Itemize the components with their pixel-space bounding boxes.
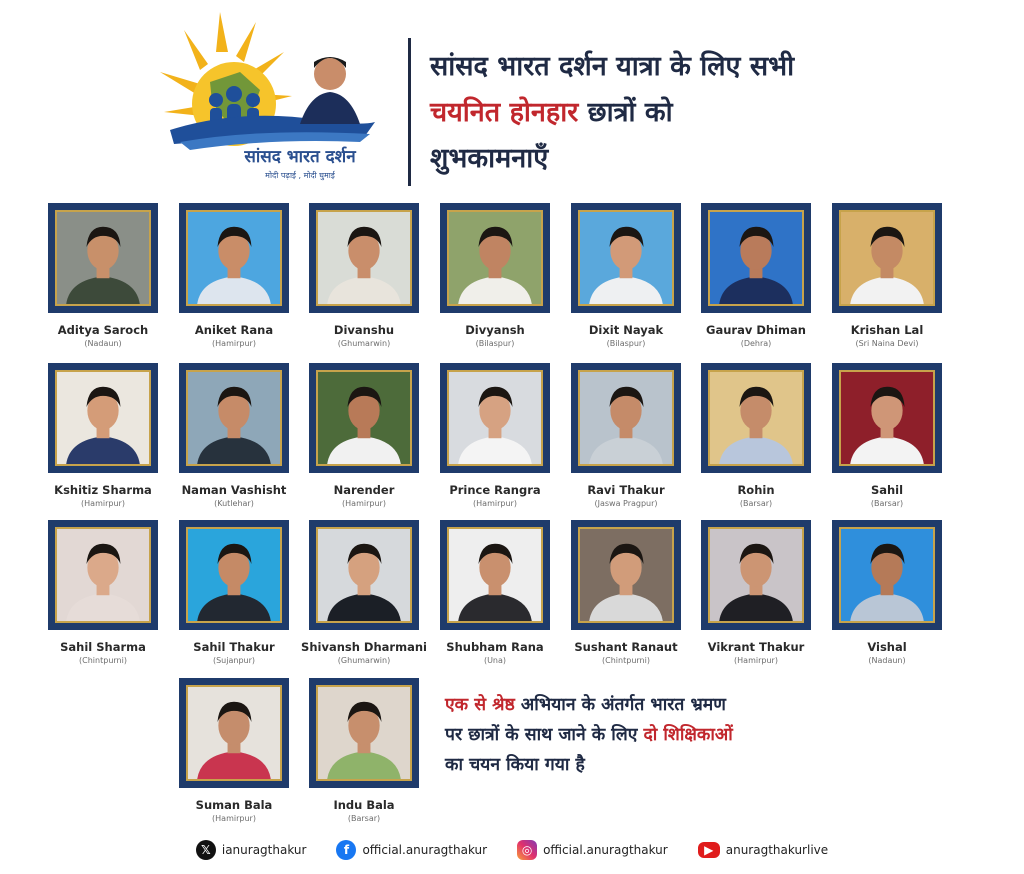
person-portrait-icon — [449, 529, 541, 621]
photo-frame — [179, 203, 289, 313]
person-place: (Ghumarwin) — [337, 339, 391, 348]
person-portrait-icon — [449, 372, 541, 464]
person-card — [822, 363, 952, 508]
person-portrait-icon — [57, 372, 149, 464]
photo-frame — [309, 678, 419, 788]
photo — [708, 210, 804, 306]
photo-frame — [440, 520, 550, 630]
photo-frame — [832, 363, 942, 473]
person-card — [561, 520, 691, 665]
photo — [839, 370, 935, 466]
person-place: (Nadaun) — [84, 339, 122, 348]
person-card — [299, 520, 429, 665]
person-place: (Chintpurni) — [602, 656, 650, 665]
person-place: (Hamirpur) — [212, 339, 256, 348]
photo-frame — [832, 520, 942, 630]
headline-line-3: शुभकामनाएँ — [430, 143, 549, 174]
person-portrait-icon — [318, 372, 410, 464]
social-handle: official.anuragthakur — [362, 843, 488, 857]
person-place: (Bilaspur) — [606, 339, 646, 348]
person-name: Naman Vashisht — [181, 483, 287, 497]
person-portrait-icon — [188, 372, 280, 464]
headline — [430, 44, 950, 182]
person-card — [430, 520, 560, 665]
headline-line-2-rest: छात्रों को — [578, 97, 673, 128]
photo-frame — [701, 520, 811, 630]
person-name: Divyansh — [465, 323, 525, 337]
photo-frame — [440, 203, 550, 313]
note-line-1 — [445, 690, 865, 720]
photo — [186, 210, 282, 306]
photo-frame — [701, 203, 811, 313]
social-handle: ianuragthakur — [221, 843, 307, 857]
person-name: Aditya Saroch — [57, 323, 149, 337]
person-portrait-icon — [841, 212, 933, 304]
person-card — [169, 363, 299, 508]
person-place: (Jaswa Pragpur) — [594, 499, 658, 508]
person-place: (Sujanpur) — [212, 656, 256, 665]
social-links — [0, 840, 1024, 860]
photo — [186, 527, 282, 623]
person-place: (Bilaspur) — [475, 339, 515, 348]
photo — [55, 370, 151, 466]
person-portrait-icon — [580, 212, 672, 304]
logo-title: सांसद भारत दर्शन — [244, 147, 356, 167]
note-highlight-1: एक से श्रेष्ठ — [445, 695, 515, 715]
person-name: Kshitiz Sharma — [54, 483, 152, 497]
person-card — [691, 203, 821, 348]
person-name: Shubham Rana — [446, 640, 544, 654]
x-icon: 𝕏 — [196, 840, 216, 860]
social-link[interactable] — [698, 842, 828, 858]
headline-line-2 — [430, 90, 950, 136]
photo-frame — [571, 203, 681, 313]
person-name: Sahil — [870, 483, 904, 497]
person-name: Aniket Rana — [194, 323, 274, 337]
photo-frame — [48, 363, 158, 473]
headline-highlight: चयनित होनहार — [430, 97, 579, 128]
person-card — [38, 520, 168, 665]
person-place: (Sri Naina Devi) — [855, 339, 919, 348]
person-portrait-icon — [318, 687, 410, 779]
note-line-3: का चयन किया गया है — [445, 755, 585, 775]
person-portrait-icon — [580, 372, 672, 464]
person-portrait-icon — [188, 212, 280, 304]
person-place: (Nadaun) — [868, 656, 906, 665]
person-portrait-icon — [318, 529, 410, 621]
photo-frame — [701, 363, 811, 473]
social-link[interactable] — [517, 840, 668, 860]
person-portrait-icon — [57, 212, 149, 304]
photo — [316, 370, 412, 466]
person-name: Shivansh Dharmani — [301, 640, 427, 654]
photo — [578, 210, 674, 306]
person-portrait-icon — [710, 212, 802, 304]
photo — [316, 527, 412, 623]
person-portrait-icon — [580, 529, 672, 621]
photo-frame — [571, 520, 681, 630]
note-line-2-rest: पर छात्रों के साथ जाने के लिए — [445, 725, 644, 745]
person-place: (Hamirpur) — [734, 656, 778, 665]
person-name: Indu Bala — [333, 798, 395, 812]
person-place: (Barsar) — [347, 814, 381, 823]
person-place: (Una) — [483, 656, 507, 665]
person-name: Gaurav Dhiman — [706, 323, 806, 337]
photo — [316, 685, 412, 781]
headline-line-1: सांसद भारत दर्शन यात्रा के लिए सभी — [430, 51, 795, 82]
person-name: Sahil Sharma — [60, 640, 146, 654]
person-name: Vikrant Thakur — [707, 640, 805, 654]
person-portrait-icon — [449, 212, 541, 304]
yatra-logo — [160, 12, 390, 190]
photo-frame — [309, 363, 419, 473]
person-place: (Hamirpur) — [212, 814, 256, 823]
person-portrait-icon — [710, 372, 802, 464]
person-name: Suman Bala — [195, 798, 273, 812]
person-name: Divanshu — [333, 323, 395, 337]
person-place: (Hamirpur) — [473, 499, 517, 508]
person-place: (Dehra) — [740, 339, 772, 348]
photo — [578, 527, 674, 623]
person-card — [299, 203, 429, 348]
photo — [447, 527, 543, 623]
person-portrait-icon — [57, 529, 149, 621]
person-card — [430, 203, 560, 348]
person-place: (Chintpurni) — [79, 656, 127, 665]
teachers-note — [445, 690, 865, 780]
person-card — [430, 363, 560, 508]
photo — [447, 210, 543, 306]
person-portrait-icon — [318, 212, 410, 304]
person-card — [38, 203, 168, 348]
person-card — [561, 203, 691, 348]
photo-frame — [571, 363, 681, 473]
photo — [708, 370, 804, 466]
photo — [447, 370, 543, 466]
photo-frame — [179, 363, 289, 473]
person-card — [299, 678, 429, 823]
photo — [55, 527, 151, 623]
person-place: (Barsar) — [870, 499, 904, 508]
person-portrait-icon — [188, 687, 280, 779]
person-place: (Kutlehar) — [214, 499, 254, 508]
person-place: (Hamirpur) — [342, 499, 386, 508]
photo-frame — [309, 203, 419, 313]
photo — [316, 210, 412, 306]
social-handle: official.anuragthakur — [543, 843, 668, 857]
note-line-1-rest: अभियान के अंतर्गत भारत भ्रमण — [514, 695, 726, 715]
photo — [708, 527, 804, 623]
person-card — [299, 363, 429, 508]
person-card — [822, 520, 952, 665]
person-card — [169, 520, 299, 665]
photo — [839, 210, 935, 306]
photo — [55, 210, 151, 306]
person-name: Vishal — [867, 640, 907, 654]
person-name: Rohin — [737, 483, 775, 497]
photo-frame — [48, 203, 158, 313]
person-name: Ravi Thakur — [587, 483, 665, 497]
social-link[interactable] — [196, 840, 307, 860]
photo-frame — [48, 520, 158, 630]
photo-frame — [309, 520, 419, 630]
logo-tagline: मोदी पढ़ाई , मोदी घुमाई — [265, 171, 335, 180]
person-name: Sushant Ranaut — [574, 640, 678, 654]
photo — [839, 527, 935, 623]
person-place: (Ghumarwin) — [337, 656, 391, 665]
social-handle: anuragthakurlive — [725, 843, 829, 857]
photo — [186, 370, 282, 466]
person-card — [169, 678, 299, 823]
person-portrait-icon — [841, 372, 933, 464]
photo — [578, 370, 674, 466]
person-portrait-icon — [841, 529, 933, 621]
person-card — [822, 203, 952, 348]
facebook-icon: f — [336, 840, 356, 860]
photo — [186, 685, 282, 781]
photo-frame — [440, 363, 550, 473]
header-divider — [408, 38, 411, 186]
person-place: (Barsar) — [739, 499, 773, 508]
person-card — [691, 363, 821, 508]
youtube-icon: ▶ — [698, 842, 720, 858]
person-name: Dixit Nayak — [588, 323, 664, 337]
person-card — [38, 363, 168, 508]
person-portrait-icon — [710, 529, 802, 621]
photo-frame — [179, 678, 289, 788]
note-line-2 — [445, 720, 865, 750]
photo-frame — [179, 520, 289, 630]
person-card — [691, 520, 821, 665]
instagram-icon: ◎ — [517, 840, 537, 860]
person-portrait-icon — [188, 529, 280, 621]
photo-frame — [832, 203, 942, 313]
person-name: Prince Rangra — [449, 483, 541, 497]
note-highlight-2: दो शिक्षिकाओं — [643, 725, 733, 745]
social-link[interactable] — [336, 840, 487, 860]
person-card — [169, 203, 299, 348]
person-name: Krishan Lal — [850, 323, 924, 337]
person-name: Narender — [333, 483, 395, 497]
person-place: (Hamirpur) — [81, 499, 125, 508]
person-name: Sahil Thakur — [193, 640, 275, 654]
person-card — [561, 363, 691, 508]
